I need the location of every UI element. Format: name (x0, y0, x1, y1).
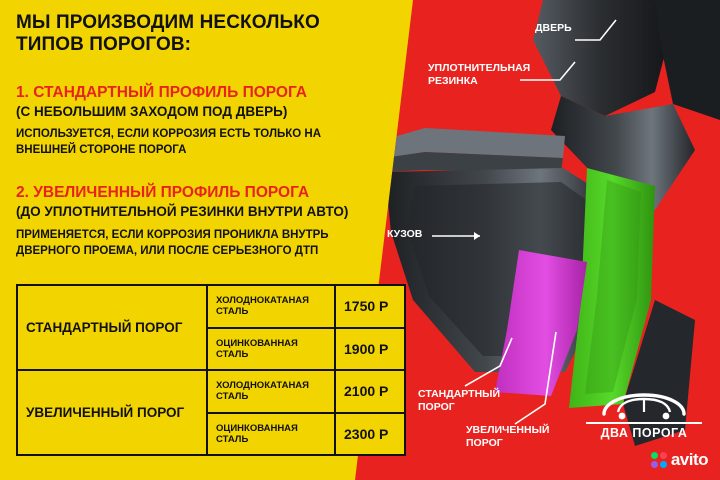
price-value: 1900 Р (335, 328, 405, 371)
section-2-body: ПРИМЕНЯЕТСЯ, ЕСЛИ КОРРОЗИЯ ПРОНИКЛА ВНУТРЬ ДВЕРНОГО ПРОЕМА, ИЛИ ПОСЛЕ СЕРЬЕЗНОГО ДТП (16, 229, 329, 257)
avito-label: avito (670, 450, 708, 469)
car-icon (598, 390, 690, 420)
material-label: ХОЛОДНОКАТАНАЯ СТАЛЬ (207, 285, 335, 328)
price-value: 2300 Р (335, 413, 405, 456)
brand-logo (586, 390, 702, 440)
avito-dots-icon (651, 452, 667, 468)
table-row (17, 285, 405, 328)
callout-door: ДВЕРЬ (535, 22, 572, 34)
section-2-subtitle: (ДО УПЛОТНИТЕЛЬНОЙ РЕЗИНКИ ВНУТРИ АВТО) (16, 204, 349, 219)
material-label: ХОЛОДНОКАТАНАЯ СТАЛЬ (207, 370, 335, 413)
price-value: 1750 Р (335, 285, 405, 328)
section-1-subtitle: (С НЕБОЛЬШИМ ЗАХОДОМ ПОД ДВЕРЬ) (16, 104, 288, 119)
avito-watermark (651, 450, 708, 470)
sill-type-increased: УВЕЛИЧЕННЫЙ ПОРОГ (17, 370, 207, 455)
callout-seal: УПЛОТНИТЕЛЬНАЯ РЕЗИНКА (428, 62, 531, 88)
section-1-body: ИСПОЛЬЗУЕТСЯ, ЕСЛИ КОРРОЗИЯ ЕСТЬ ТОЛЬКО НА ВНЕШНЕЙ СТОРОНЕ ПОРОГА (16, 128, 322, 156)
material-label: ОЦИНКОВАННАЯ СТАЛЬ (207, 328, 335, 371)
price-table (16, 284, 406, 456)
price-value: 2100 Р (335, 370, 405, 413)
callout-standard: СТАНДАРТНЫЙ ПОРОГ (418, 388, 500, 414)
brand-name: ДВА ПОРОГА (586, 422, 702, 440)
table-row (17, 370, 405, 413)
material-label: ОЦИНКОВАННАЯ СТАЛЬ (207, 413, 335, 456)
sill-type-standard: СТАНДАРТНЫЙ ПОРОГ (17, 285, 207, 370)
section-2-title: 2. УВЕЛИЧЕННЫЙ ПРОФИЛЬ ПОРОГА (16, 184, 310, 201)
callout-increased: УВЕЛИЧЕННЫЙ ПОРОГ (466, 424, 550, 450)
section-1-title: 1. СТАНДАРТНЫЙ ПРОФИЛЬ ПОРОГА (16, 84, 307, 101)
callout-body: КУЗОВ (387, 228, 423, 240)
page-title: МЫ ПРОИЗВОДИМ НЕСКОЛЬКО ТИПОВ ПОРОГОВ: (16, 12, 320, 56)
